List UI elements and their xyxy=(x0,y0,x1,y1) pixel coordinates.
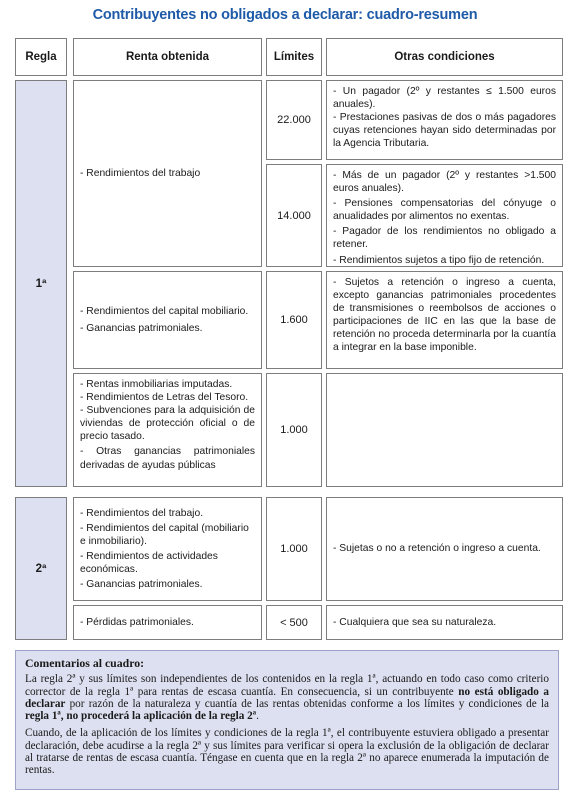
regla-1-label: 1ª xyxy=(15,80,67,487)
header-renta: Renta obtenida xyxy=(73,38,262,76)
condicion-item: - Sujetas o no a retención o ingreso a cuenta. xyxy=(333,543,541,555)
condiciones-empty xyxy=(326,373,563,487)
renta-item: - Rentas inmobiliarias imputadas. xyxy=(80,379,233,390)
comentarios-heading: Comentarios al cuadro: xyxy=(25,656,145,670)
condicion-item: - Pensiones compensatorias del cónyuge o anualidades por alimentos no exentas. xyxy=(333,198,556,223)
header-otras: Otras condiciones xyxy=(326,38,563,76)
condiciones-14000 xyxy=(326,164,563,267)
condicion-item: - Pagador de los rendimientos no obligado a retener. xyxy=(333,226,556,251)
header-regla: Regla xyxy=(15,38,67,76)
renta-item: - Rendimientos del capital (mobiliario e inmobiliario). xyxy=(80,522,249,547)
limite-1000-r1: 1.000 xyxy=(266,373,322,487)
renta-item: - Ganancias patrimoniales. xyxy=(80,579,203,591)
comentarios-box xyxy=(15,650,559,790)
renta-item: - Otras ganancias patrimoniales derivadas de ayudas públicas xyxy=(80,446,255,471)
header-limites: Límites xyxy=(266,38,322,76)
comentarios-paragraph-1 xyxy=(25,673,549,722)
renta-rendimientos-trabajo xyxy=(73,80,262,267)
renta-item: - Subvenciones para la adquisición de viviendas de protección oficial o de precio tasado. xyxy=(80,405,255,443)
limite-1600: 1.600 xyxy=(266,271,322,369)
condicion-item: - Prestaciones pasivas de dos o más pagadores cuyas retenciones hayan sido determinadas por la Agencia Tributaria. xyxy=(333,112,556,150)
condiciones-1600 xyxy=(326,271,563,369)
regla-2-label: 2ª xyxy=(15,497,67,640)
condicion-item: - Rendimientos sujetos a tipo fijo de retención. xyxy=(333,254,545,266)
renta-item: - Rendimientos del capital mobiliario. xyxy=(80,306,249,318)
bold-span: no está obligado a declarar xyxy=(25,685,549,710)
renta-item: - Ganancias patrimoniales. xyxy=(80,322,203,334)
text-span: . xyxy=(256,710,259,723)
condicion-item: - Un pagador (2º y restantes ≤ 1.500 euros anuales). xyxy=(333,86,556,111)
renta-regla2-rendimientos xyxy=(73,497,262,601)
condicion-item: - Sujetos a retención o ingreso a cuenta, excepto ganancias patrimoniales procedentes de transmisiones o reembolsos de acciones o participaciones de IIC en las que la base de retención no proceda determinarla por la cuantía a integrar en la base imponible. xyxy=(333,277,556,354)
renta-rentas-inmobiliarias xyxy=(73,373,262,487)
renta-item: - Rendimientos del trabajo. xyxy=(80,507,204,519)
renta-capital-mobiliario xyxy=(73,271,262,369)
renta-perdidas-patrimoniales xyxy=(73,605,262,640)
text-span: por razón de la naturaleza y cuantía de las rentas obtenidas conforme a los límites y condiciones de la xyxy=(65,697,549,710)
limite-22000: 22.000 xyxy=(266,80,322,160)
condicion-item: - Cualquiera que sea su naturaleza. xyxy=(333,616,497,628)
renta-text: - Rendimientos del trabajo xyxy=(80,167,201,179)
bold-span: regla 1ª, no procederá la aplicación de la regla 2ª xyxy=(25,710,257,723)
renta-item: - Pérdidas patrimoniales. xyxy=(80,616,194,628)
condiciones-regla2-a xyxy=(326,497,563,601)
page-title: Contribuyentes no obligados a declarar: cuadro-resumen xyxy=(92,7,478,23)
renta-item: - Rendimientos de actividades económicas. xyxy=(80,551,218,576)
condiciones-22000 xyxy=(326,80,563,160)
renta-item: - Rendimientos de Letras del Tesoro. xyxy=(80,392,249,404)
text-span: La regla 2ª y sus límites son independientes de los contenidos en la regla 1ª, actuando en todo caso como criterio corrector de la regla 1ª para rentas de escasa cuantía. En consecuencia, si un contribuyente xyxy=(25,673,549,698)
condicion-item: - Más de un pagador (2º y restantes >1.500 euros anuales). xyxy=(333,170,556,195)
limite-500: < 500 xyxy=(266,605,322,640)
comentarios-paragraph-2: Cuando, de la aplicación de los límites y condiciones de la regla 1ª, el contribuyente estuviera obligado a presentar declaración, debe acudirse a la regla 2ª y sus límites para verificar si opera la exclusión de la obligación de declarar al tratarse de rentas de escasa cuantía. Téngase en cuenta que en la regla 2ª no aparece enumerada la imputación de rentas. xyxy=(25,727,549,777)
condiciones-regla2-b xyxy=(326,605,563,640)
limite-1000-r2: 1.000 xyxy=(266,497,322,601)
limite-14000: 14.000 xyxy=(266,164,322,267)
